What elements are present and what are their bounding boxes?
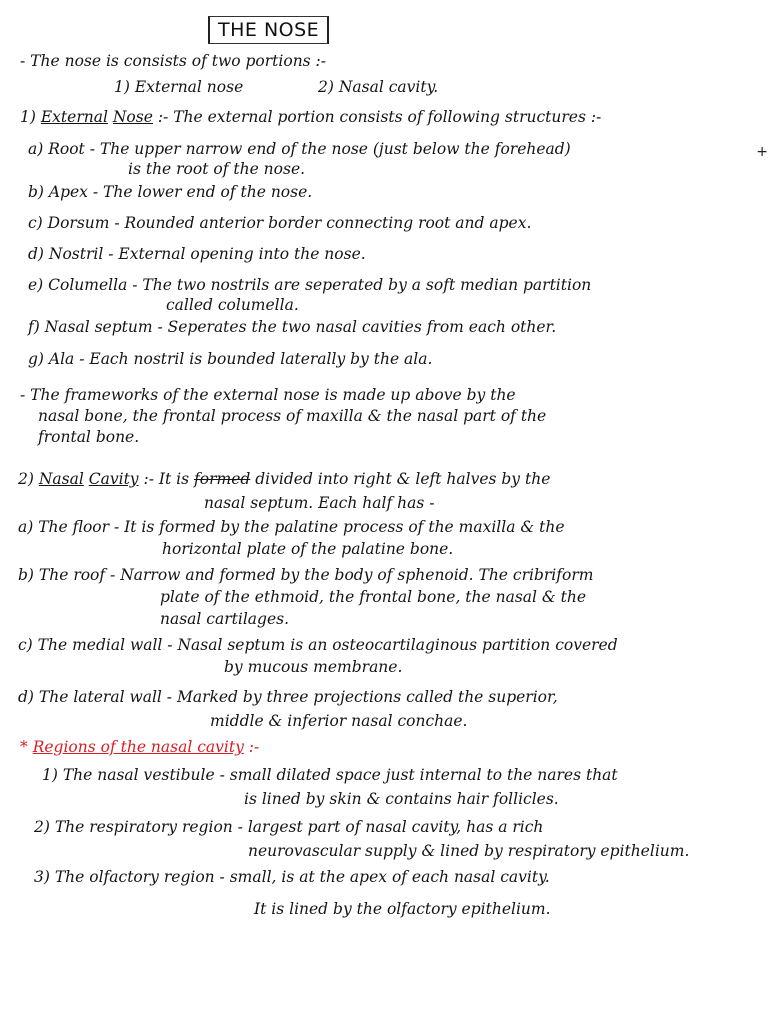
cavity-item-lateral-wall: d) The lateral wall - Marked by three projections called the superior,: [18, 688, 558, 706]
cavity-item-medial-wall-cont: by mucous membrane.: [224, 658, 403, 676]
region-item-olfactory-cont: It is lined by the olfactory epithelium.: [254, 900, 551, 918]
external-item-columella: e) Columella - The two nostrils are seperated by a soft median partition: [28, 276, 592, 294]
external-item-dorsum: c) Dorsum - Rounded anterior border connecting root and apex.: [28, 214, 532, 232]
cavity-item-roof-cont-2: nasal cartilages.: [160, 610, 289, 628]
region-item-respiratory-cont: neurovascular supply & lined by respiratory epithelium.: [248, 842, 690, 860]
external-nose-number: 1): [20, 108, 36, 126]
region-item-vestibule-cont: is lined by skin & contains hair follicles.: [244, 790, 559, 808]
nasal-cavity-heading: [18, 470, 550, 488]
region-item-respiratory: 2) The respiratory region - largest part of nasal cavity, has a rich: [34, 818, 544, 836]
regions-heading-suffix: :-: [248, 738, 260, 756]
nasal-cavity-heading-cont: nasal septum. Each half has -: [204, 494, 435, 512]
framework-line-2: nasal bone, the frontal process of maxilla & the nasal part of the: [38, 407, 547, 425]
regions-heading-text: Regions of the nasal cavity: [32, 738, 244, 756]
external-item-apex: b) Apex - The lower end of the nose.: [28, 183, 313, 201]
external-nose-heading-word2: Nose: [112, 108, 153, 126]
intro-item-external-nose: 1) External nose: [114, 78, 244, 96]
nasal-cavity-heading-word2: Cavity: [88, 470, 139, 488]
cavity-item-floor-cont: horizontal plate of the palatine bone.: [162, 540, 454, 558]
framework-line-1: - The frameworks of the external nose is made up above by the: [20, 386, 516, 404]
nasal-cavity-heading-rest: divided into right & left halves by the: [255, 470, 551, 488]
page-title: THE NOSE: [208, 16, 329, 44]
intro-item-nasal-cavity: 2) Nasal cavity.: [318, 78, 439, 96]
external-nose-heading-rest: :- The external portion consists of following structures :-: [157, 108, 602, 126]
region-item-vestibule: 1) The nasal vestibule - small dilated space just internal to the nares that: [42, 766, 618, 784]
nasal-cavity-heading-before: :- It is: [143, 470, 190, 488]
nasal-cavity-heading-word1: Nasal: [38, 470, 84, 488]
nasal-cavity-number: 2): [18, 470, 34, 488]
region-item-olfactory: 3) The olfactory region - small, is at the apex of each nasal cavity.: [34, 868, 550, 886]
star-icon: *: [20, 738, 28, 756]
cavity-item-roof-cont: plate of the ethmoid, the frontal bone, the nasal & the: [160, 588, 587, 606]
cavity-item-lateral-wall-cont: middle & inferior nasal conchae.: [210, 712, 468, 730]
cavity-item-floor: a) The floor - It is formed by the palatine process of the maxilla & the: [18, 518, 565, 536]
regions-heading: [20, 738, 259, 756]
cavity-item-roof: b) The roof - Narrow and formed by the body of sphenoid. The cribriform: [18, 566, 594, 584]
external-nose-heading: [20, 108, 601, 126]
external-item-root: a) Root - The upper narrow end of the nose (just below the forehead): [28, 140, 571, 158]
external-item-columella-cont: called columella.: [166, 296, 299, 314]
external-item-nasal-septum: f) Nasal septum - Seperates the two nasal cavities from each other.: [28, 318, 557, 336]
external-item-ala: g) Ala - Each nostril is bounded laterally by the ala.: [28, 350, 433, 368]
external-item-nostril: d) Nostril - External opening into the nose.: [28, 245, 366, 263]
intro-line: - The nose is consists of two portions :-: [20, 52, 327, 70]
external-item-root-cont: is the root of the nose.: [128, 160, 306, 178]
external-nose-heading-word1: External: [40, 108, 108, 126]
struck-word: formed: [194, 470, 251, 488]
cavity-item-medial-wall: c) The medial wall - Nasal septum is an osteocartilaginous partition covered: [18, 636, 618, 654]
framework-line-3: frontal bone.: [38, 428, 140, 446]
margin-mark: +: [756, 144, 768, 160]
